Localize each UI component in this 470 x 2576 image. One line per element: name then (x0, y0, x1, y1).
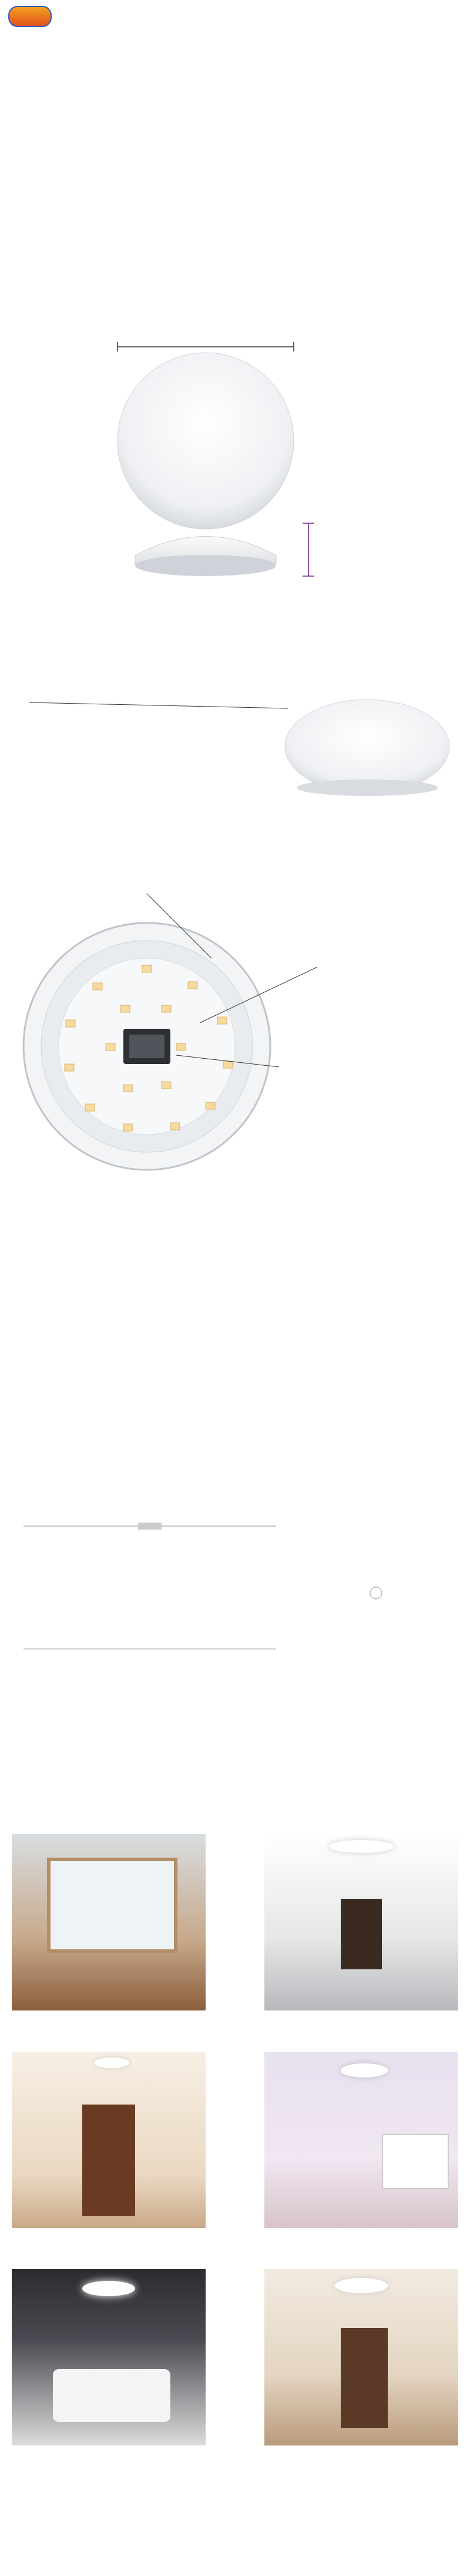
range-diagram-side (24, 1523, 276, 1658)
lamp-shade-image (282, 694, 452, 799)
scene-image-bedroom (264, 2052, 458, 2228)
product-dimension-diagram (100, 329, 405, 600)
callout-line (194, 964, 323, 1029)
scene-image-bathroom (12, 2269, 206, 2445)
logo (8, 6, 52, 27)
feature-list (18, 63, 458, 64)
scene-image-corridor (264, 1834, 458, 2010)
range-diagram-top (306, 1523, 446, 1664)
callout-line (29, 697, 294, 714)
scene-image-balcony (12, 1834, 206, 2010)
scene-image-hallway-door (12, 2052, 206, 2228)
callout-line (141, 894, 229, 964)
scene-image-entry (264, 2269, 458, 2445)
callout-line (176, 1052, 282, 1076)
